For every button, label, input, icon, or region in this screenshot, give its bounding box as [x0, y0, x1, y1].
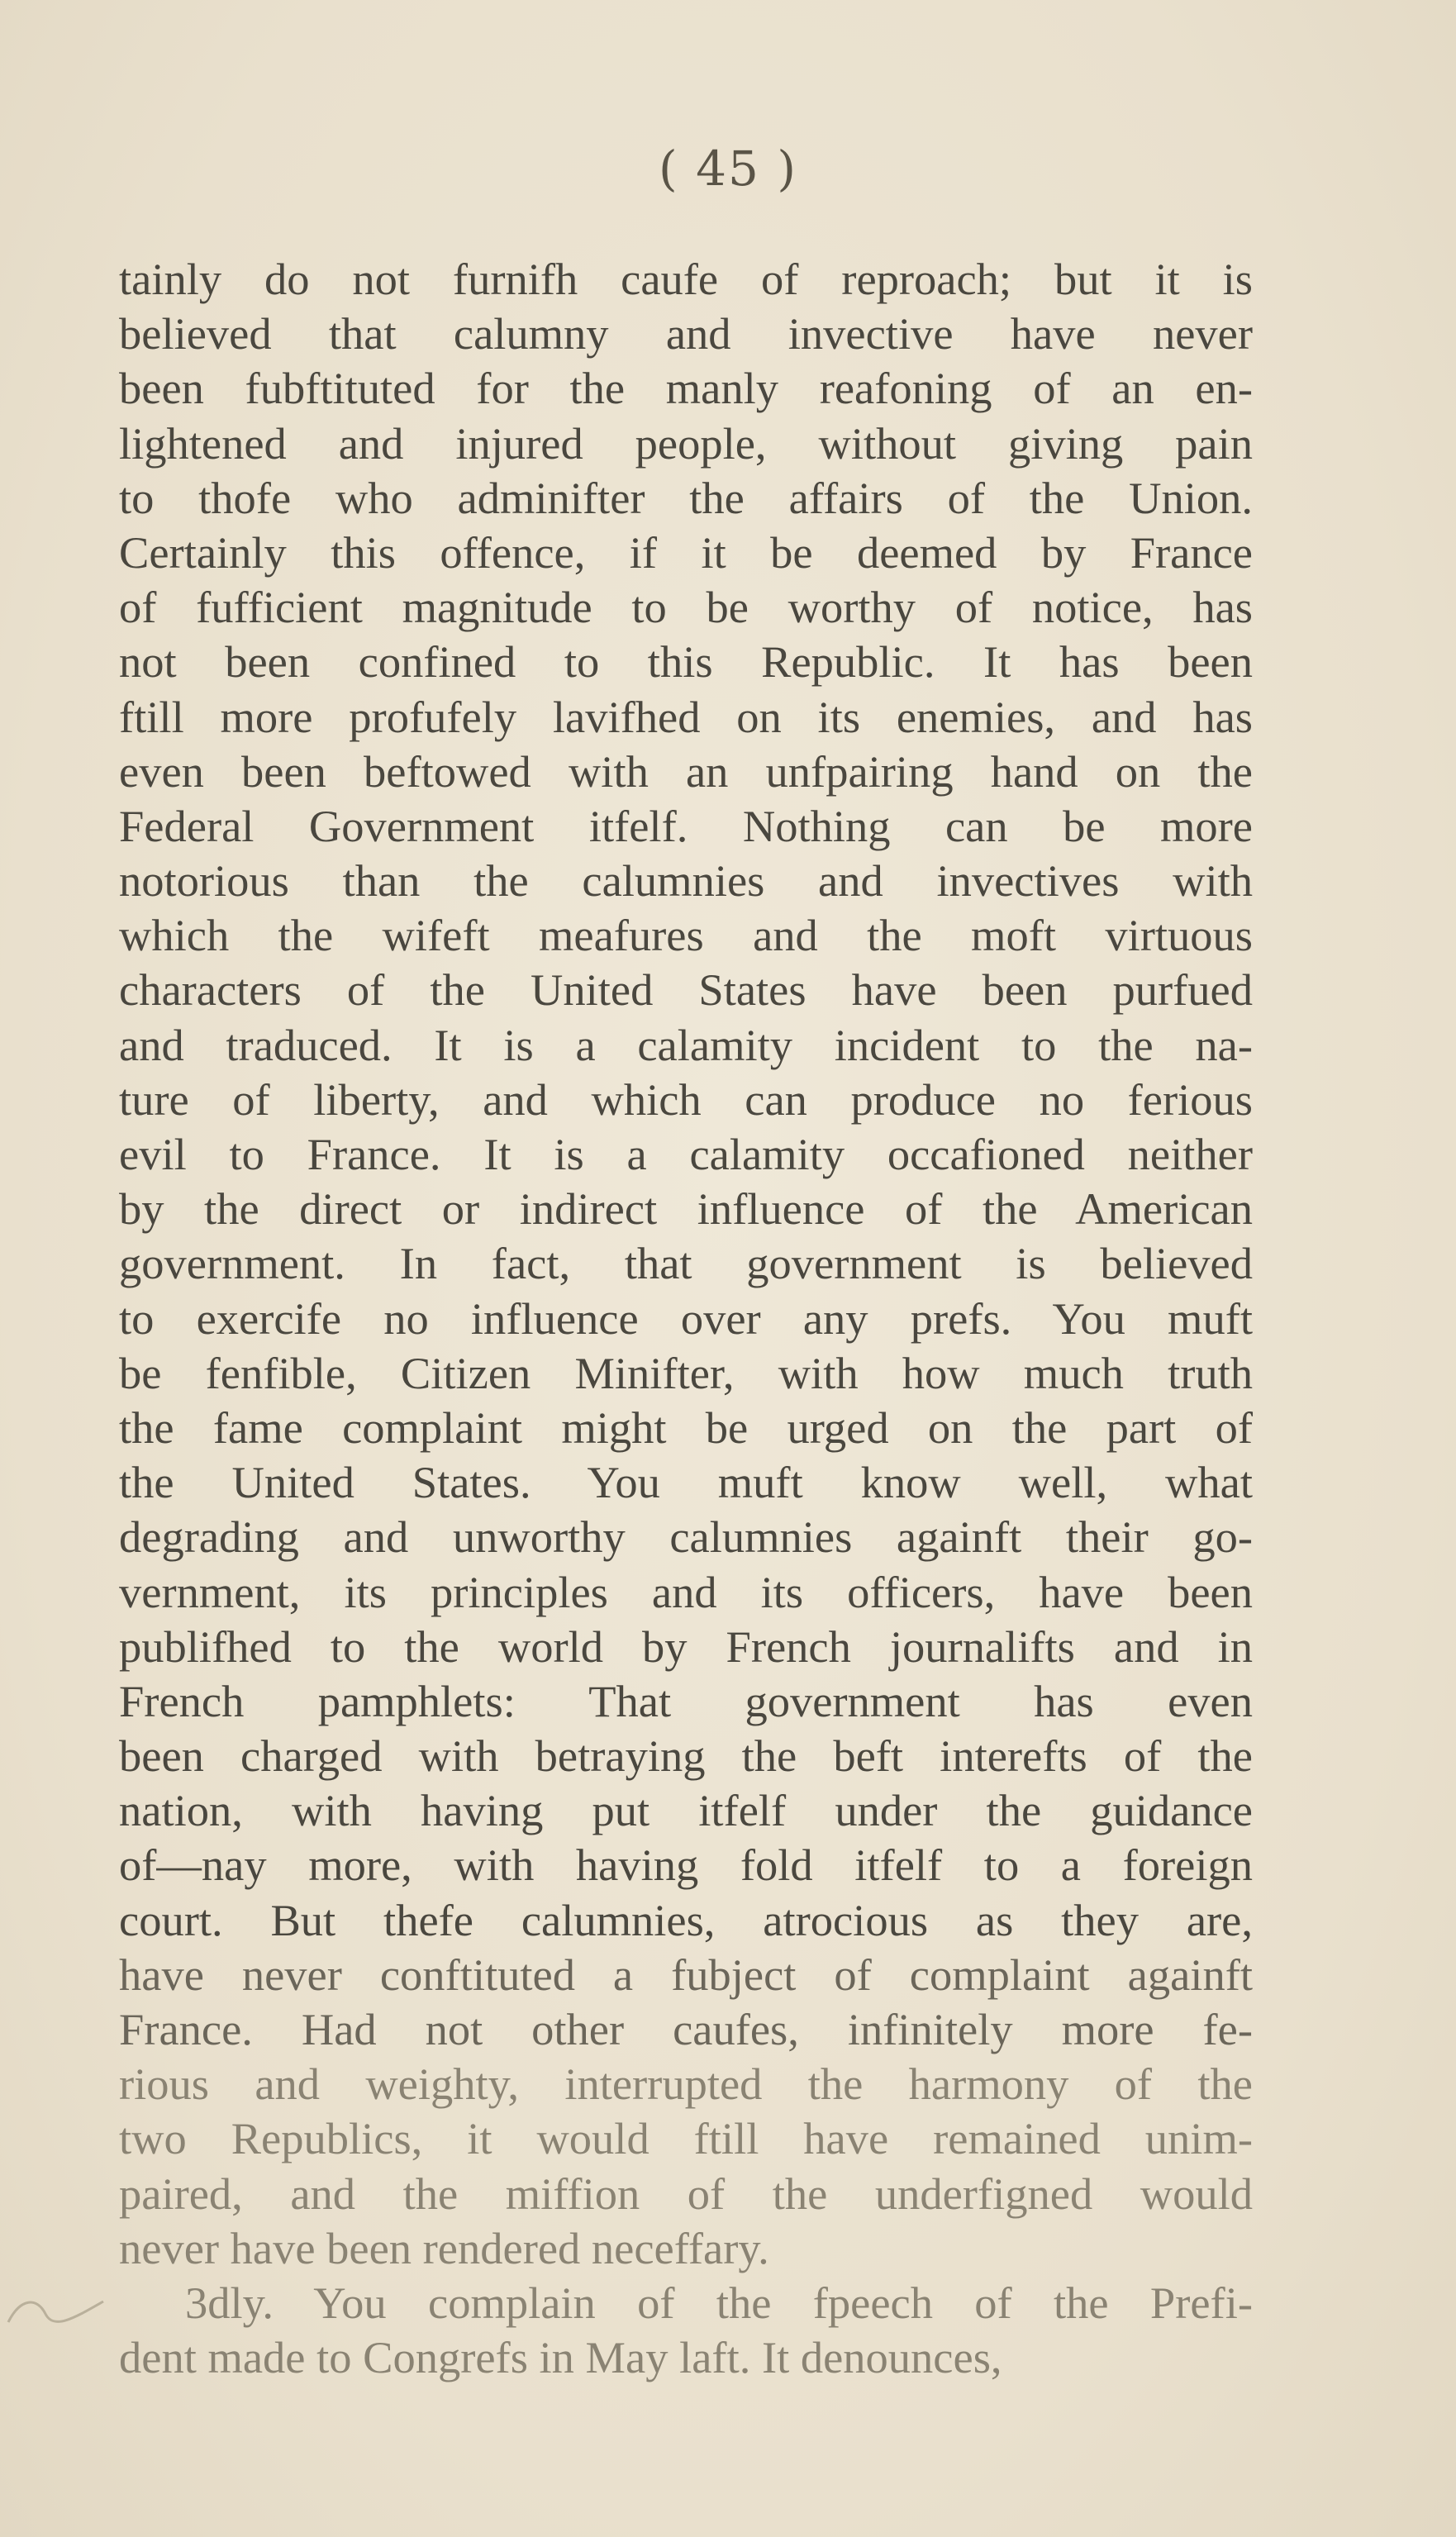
ink-stray-mark [0, 2281, 116, 2330]
text-line: characters of the United States have been purfued [119, 964, 1253, 1016]
text-line: rious and weighty, interrupted the harmony of the [119, 2059, 1253, 2110]
page-number-header: ( 45 ) [659, 140, 797, 197]
text-line: two Republics, it would ftill have remained unim- [119, 2113, 1253, 2164]
text-line: to thofe who adminifter the affairs of the Union. [119, 472, 1253, 523]
text-line: and traduced. It is a calamity incident to the na- [119, 1019, 1253, 1070]
page-body-text [119, 252, 1253, 2385]
text-line: evil to France. It is a calamity occafioned neither [119, 1129, 1253, 1179]
text-line: which the wifeft meafures and the moft virtuous [119, 910, 1253, 961]
text-line: not been confined to this Republic. It has been [119, 636, 1253, 688]
text-line: to exercife no influence over any prefs. You muft [119, 1292, 1253, 1344]
text-line: of—nay more, with having fold itfelf to a foreign [119, 1840, 1253, 1891]
text-line: Federal Government itfelf. Nothing can be more [119, 800, 1253, 851]
text-line: publifhed to the world by French journalifts and in [119, 1621, 1253, 1672]
text-line: be fenfible, Citizen Minifter, with how much truth [119, 1347, 1253, 1398]
text-line: 3dly. You complain of the fpeech of the Prefi- [185, 2277, 1253, 2328]
text-line: even been beftowed with an unfpairing hand on the [119, 745, 1253, 797]
text-line: Certainly this offence, if it be deemed by France [119, 526, 1253, 578]
text-line: vernment, its principles and its officers, have been [119, 1566, 1253, 1617]
text-line: ftill more profufely lavifhed on its enemies, and has [119, 691, 1253, 742]
text-line: notorious than the calumnies and invectives with [119, 855, 1253, 907]
text-line: of fufficient magnitude to be worthy of notice, has [119, 582, 1253, 633]
text-line: nation, with having put itfelf under the guidance [119, 1785, 1253, 1836]
text-line: never have been rendered neceffary. [119, 2222, 769, 2273]
text-line: the fame complaint might be urged on the part of [119, 1402, 1253, 1453]
text-line: have never conftituted a fubject of complaint againft [119, 1949, 1253, 2000]
text-line: tainly do not furnifh caufe of reproach; but it is [119, 254, 1253, 304]
text-line: ture of liberty, and which can produce no ferious [119, 1073, 1253, 1125]
text-line: France. Had not other caufes, infinitely more fe- [119, 2004, 1253, 2054]
text-line: dent made to Congrefs in May laft. It denounces, [119, 2332, 1002, 2383]
text-line: lightened and injured people, without giving pain [119, 417, 1253, 469]
text-line: been charged with betraying the beft interefts of the [119, 1730, 1253, 1782]
text-line: the United States. You muft know well, what [119, 1457, 1253, 1508]
text-line: been fubftituted for the manly reafoning of an en- [119, 363, 1253, 414]
text-line: French pamphlets: That government has even [119, 1675, 1253, 1726]
text-line: by the direct or indirect influence of the American [119, 1183, 1253, 1235]
text-line: degrading and unworthy calumnies againft their go- [119, 1511, 1253, 1563]
text-line: believed that calumny and invective have never [119, 308, 1253, 359]
text-line: court. But thefe calumnies, atrocious as they are, [119, 1894, 1253, 1945]
text-line: government. In fact, that government is believed [119, 1238, 1253, 1289]
text-line: paired, and the miffion of the underfigned would [119, 2168, 1253, 2219]
